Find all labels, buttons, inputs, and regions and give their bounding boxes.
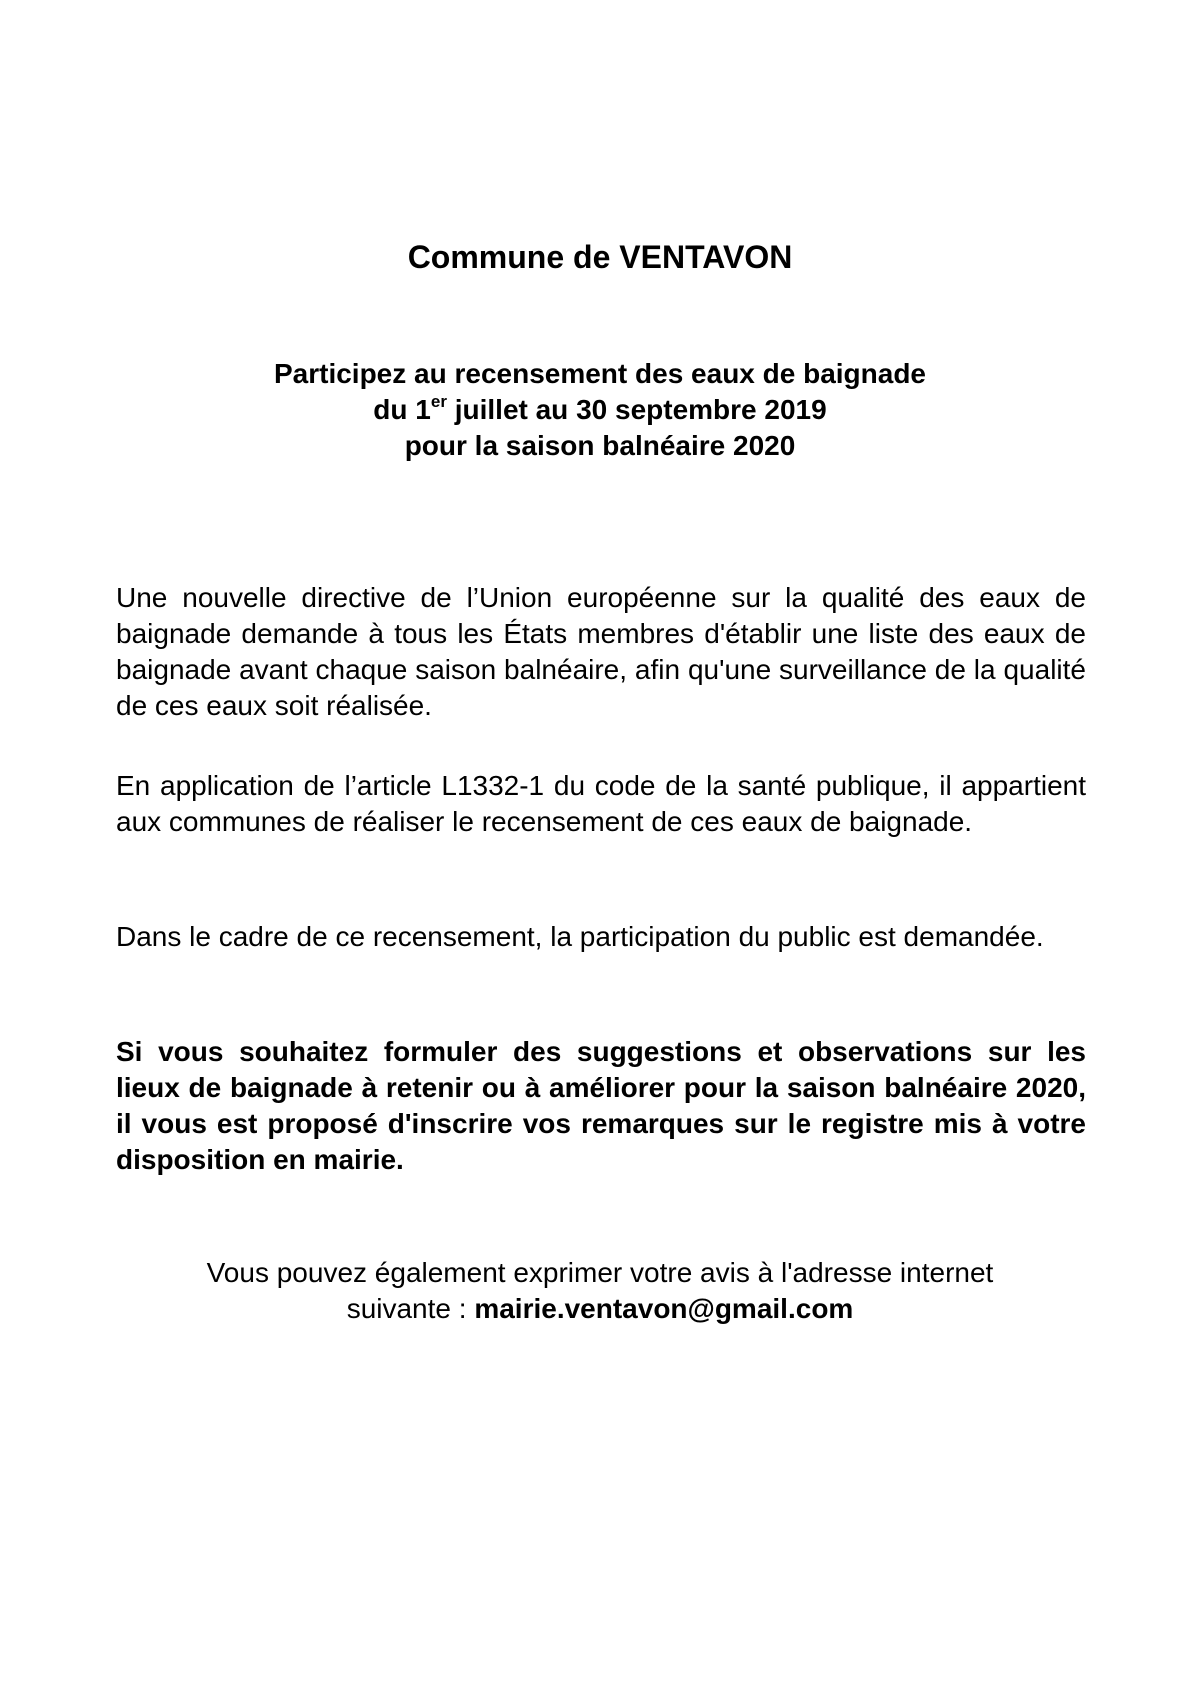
- subtitle-line-2: [0, 392, 1200, 428]
- paragraph-participation: Dans le cadre de ce recensement, la participation du public est demandée.: [116, 921, 1044, 952]
- ordinal-superscript: er: [430, 391, 447, 411]
- subtitle-block: [0, 356, 1200, 464]
- subtitle-line-1: Participez au recensement des eaux de baignade: [273, 358, 927, 389]
- subtitle-line-2-suffix: juillet au 30 septembre 2019: [446, 394, 827, 425]
- subtitle-line-2-prefix: du 1: [373, 394, 431, 425]
- subtitle-line-3: pour la saison balnéaire 2020: [404, 430, 796, 461]
- closing-line-2: [0, 1291, 1200, 1327]
- closing-line-2-prefix: suivante :: [346, 1293, 475, 1324]
- paragraph-application: En application de l’article L1332-1 du code de la santé publique, il appartient aux communes de réaliser le recensement de ces eaux de baignade.: [116, 770, 1086, 837]
- paragraph-directive: Une nouvelle directive de l’Union européenne sur la qualité des eaux de baignade demande à tous les États membres d'établir une liste des eaux de baignade avant chaque saison balnéaire, afin qu'une surveillance de la qualité de ces eaux soit réalisée.: [116, 582, 1086, 721]
- paragraph-suggestions: Si vous souhaitez formuler des suggestions et observations sur les lieux de baignade à retenir ou à améliorer pour la saison balnéaire 2020, il vous est proposé d'inscrire vos remarques sur le registre mis à votre disposition en mairie.: [116, 1036, 1086, 1175]
- page-title: Commune de VENTAVON: [407, 239, 793, 275]
- contact-email: mairie.ventavon@gmail.com: [474, 1293, 854, 1324]
- closing-line-1: Vous pouvez également exprimer votre avis à l'adresse internet: [206, 1257, 994, 1288]
- closing-block: [0, 1255, 1200, 1327]
